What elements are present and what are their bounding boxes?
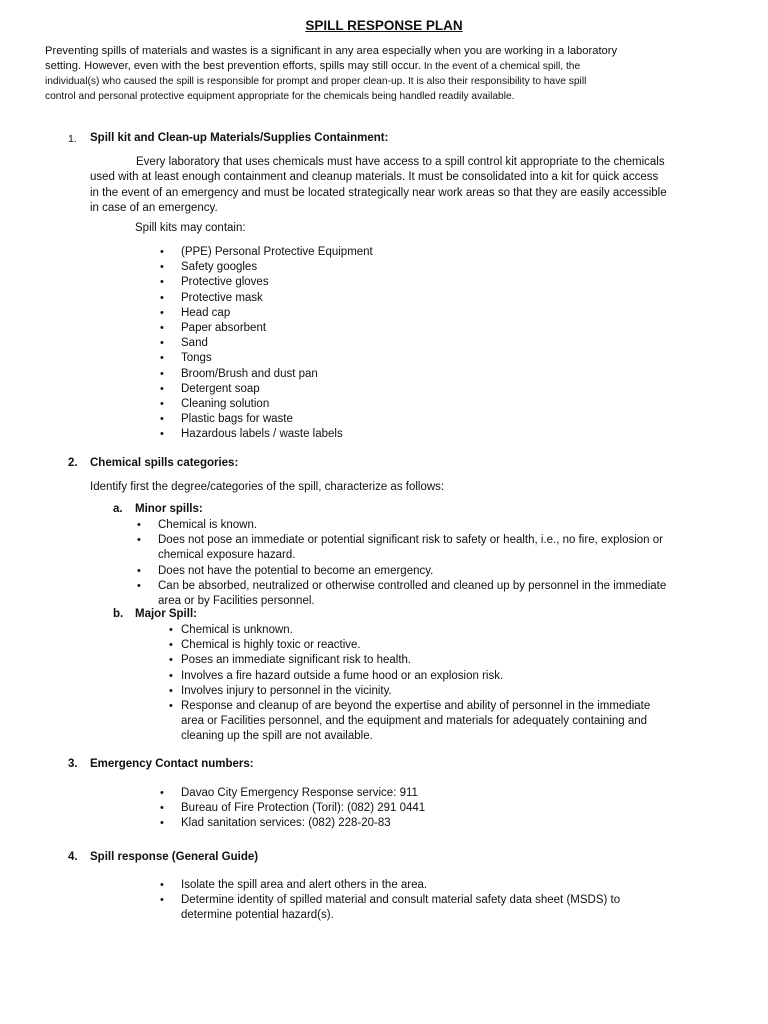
list-item: • Tongs [160,352,212,365]
section-heading: Spill response (General Guide) [90,851,259,863]
list-item: • Poses an immediate significant risk to health. [169,654,412,667]
list-item: • Involves injury to personnel in the vicinity. [169,684,392,697]
list-item: • Hazardous labels / waste labels [160,428,343,441]
sub-label: b. [113,608,124,620]
list-item: • Plastic bags for waste [160,413,293,426]
section-intro: Identify first the degree/categories of the spill, characterize as follows: [90,481,445,493]
list-item: • Protective gloves [160,276,269,289]
list-item: • Does not pose an immediate or potential significant risk to safety or health, i.e., no fire, explosion or [137,534,663,547]
list-item: • (PPE) Personal Protective Equipment [160,246,373,258]
spill-kit-list [160,245,373,443]
section-paragraph: Every laboratory that uses chemicals must have access to a spill control kit appropriate to the chemicals used with at least enough containment and cleanup materials. It must be consolidated into a kit for quick access in the event of an emergency and must be located strategically near work areas so that they are easily accessible in case of an emergency. [90,156,667,214]
list-item: • Involves a fire hazard outside a fume hood or an explosion risk. [169,669,504,682]
sub-heading: Major Spill: [135,608,197,620]
section-number: 1. [68,133,77,145]
section-heading: Chemical spills categories: [90,457,239,469]
list-item: • Bureau of Fire Protection (Toril): (082) 291 0441 [160,802,426,815]
kits-label: Spill kits may contain: [135,222,246,234]
list-item: • Sand [160,337,208,350]
list-item: • Chemical is highly toxic or reactive. [169,639,361,652]
list-item: • Response and cleanup of are beyond the expertise and ability of personnel in the immediate [169,700,651,713]
intro-line: control and personal protective equipment appropriate for the chemicals being handled readily available. [45,91,515,102]
list-item: • Can be absorbed, neutralized or otherwise controlled and cleaned up by personnel in the immediate [137,579,667,592]
list-item: • Safety googles [160,261,258,274]
list-item: area or Facilities personnel, and the equipment and materials for adequately containing and [181,715,648,728]
intro-paragraph [45,44,735,104]
list-item: • Cleaning solution [160,398,270,411]
list-item: • Determine identity of spilled material and consult material safety data sheet (MSDS) to [160,894,621,907]
section-heading: Emergency Contact numbers: [90,758,254,770]
section-number: 2. [68,457,78,469]
sub-heading: Minor spills: [135,503,203,515]
spill-response-list [160,878,621,924]
list-item: • Paper absorbent [160,322,267,335]
major-spill-list [169,623,651,745]
list-item: • Detergent soap [160,382,260,395]
page-title: SPILL RESPONSE PLAN [305,18,463,33]
list-item: • Head cap [160,306,231,319]
list-item: • Klad sanitation services: (082) 228-20-83 [160,817,391,830]
section-number: 4. [68,851,78,863]
list-item: chemical exposure hazard. [158,549,296,562]
section-heading: Spill kit and Clean-up Materials/Supplies Containment: [90,132,389,144]
list-item: cleaning up the spill are not available. [181,730,373,743]
list-item: area or by Facilities personnel. [158,595,315,608]
list-item: • Chemical is unknown. [169,624,293,636]
emergency-contact-list [160,786,426,832]
list-item: • Does not have the potential to become an emergency. [137,564,434,577]
list-item: • Broom/Brush and dust pan [160,367,318,380]
intro-line: Preventing spills of materials and wastes is a significant in any area especially when you are working in a laboratory [45,45,618,57]
section-number: 3. [68,758,78,770]
minor-spill-list [137,518,667,609]
intro-line: setting. However, even with the best prevention efforts, spills may still occur. In the event of a chemical spill, the [45,60,581,72]
list-item: • Davao City Emergency Response service: 911 [160,787,418,799]
list-item: determine potential hazard(s). [181,909,334,922]
list-item: • Chemical is known. [137,519,258,531]
list-item: • Isolate the spill area and alert others in the area. [160,879,428,891]
sub-label: a. [113,503,123,515]
intro-line: individual(s) who caused the spill is responsible for prompt and proper clean-up. It is also their responsibility to have spill [45,76,587,87]
list-item: • Protective mask [160,291,263,304]
